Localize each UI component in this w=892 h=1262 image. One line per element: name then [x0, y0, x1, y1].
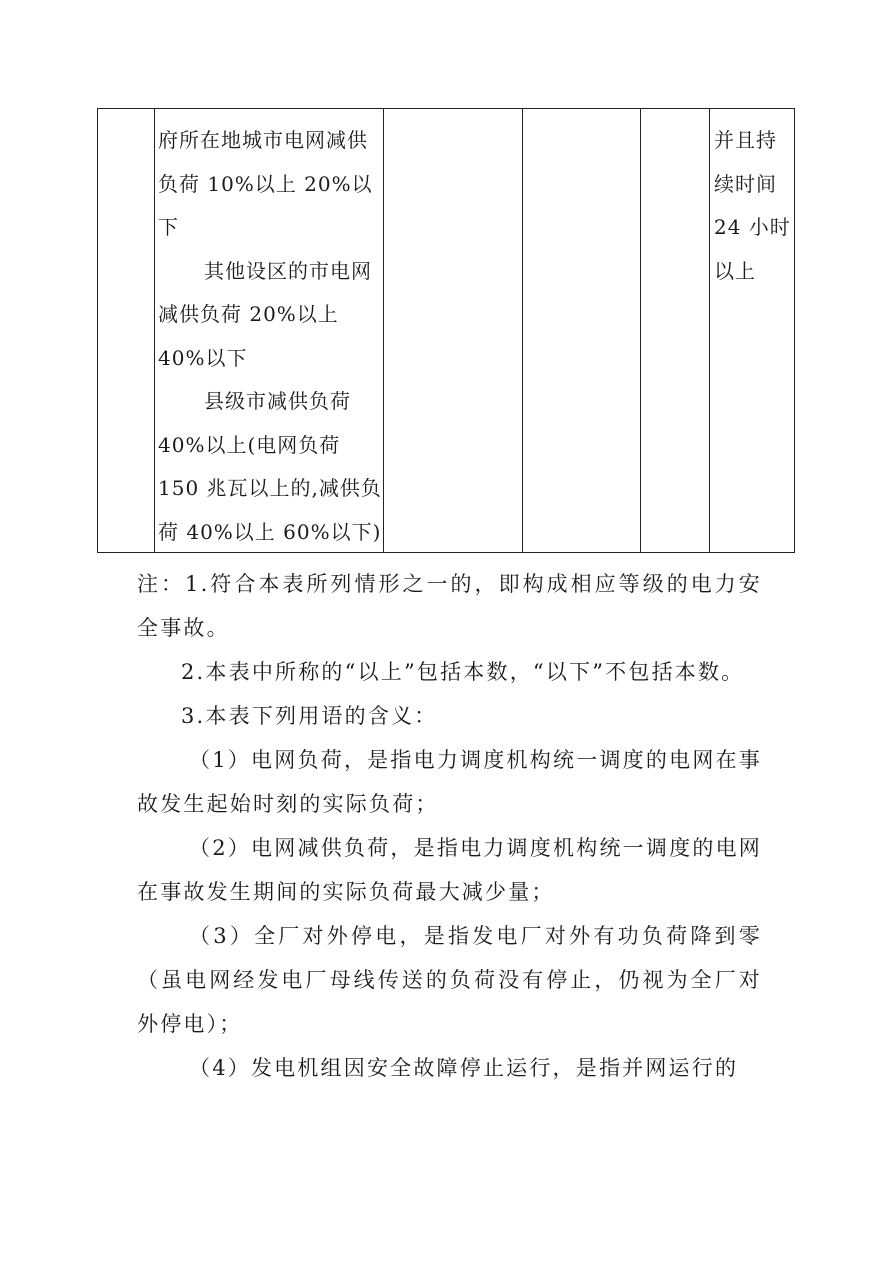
note-3-item-2: （2）电网减供负荷，是指电力调度机构统一调度的电网在事故发生期间的实际负荷最大减少量； [137, 836, 762, 904]
criteria-text-other-cities: 其他设区的市电网减供负荷 20%以上 40%以下 [158, 258, 372, 370]
load-reduction-criteria-cell [158, 109, 383, 554]
duration-text: 并且持续时间 24 小时以上 [714, 128, 791, 283]
criteria-text-city: 府所在地城市电网减供负荷 10%以上 20%以下 [158, 128, 373, 239]
note-3: 3.本表下列用语的含义： [181, 704, 438, 728]
note-3-item-4: （4）发电机组因安全故障停止运行，是指并网运行的 [189, 1056, 739, 1080]
note-3-item-1: （1）电网负荷，是指电力调度机构统一调度的电网在事故发生起始时刻的实际负荷； [137, 748, 762, 816]
accident-grade-table [97, 108, 795, 553]
column-divider [522, 109, 523, 552]
duration-criteria-cell [714, 109, 792, 293]
column-divider [640, 109, 641, 552]
column-divider [709, 109, 710, 552]
column-divider [383, 109, 384, 552]
criteria-text-county: 县级市减供负荷 40%以上(电网负荷 150 兆瓦以上的,减供负荷 40%以上 60%以下) [158, 389, 382, 544]
table-notes [137, 562, 762, 1090]
note-2: 2.本表中所称的“以上”包括本数，“以下”不包括本数。 [181, 660, 745, 684]
note-1: 注：1.符合本表所列情形之一的，即构成相应等级的电力安全事故。 [137, 572, 762, 640]
column-divider [154, 109, 155, 552]
note-3-item-3: （3）全厂对外停电，是指发电厂对外有功负荷降到零（虽电网经发电厂母线传送的负荷没有停止，仍视为全厂对外停电）； [137, 924, 762, 1036]
